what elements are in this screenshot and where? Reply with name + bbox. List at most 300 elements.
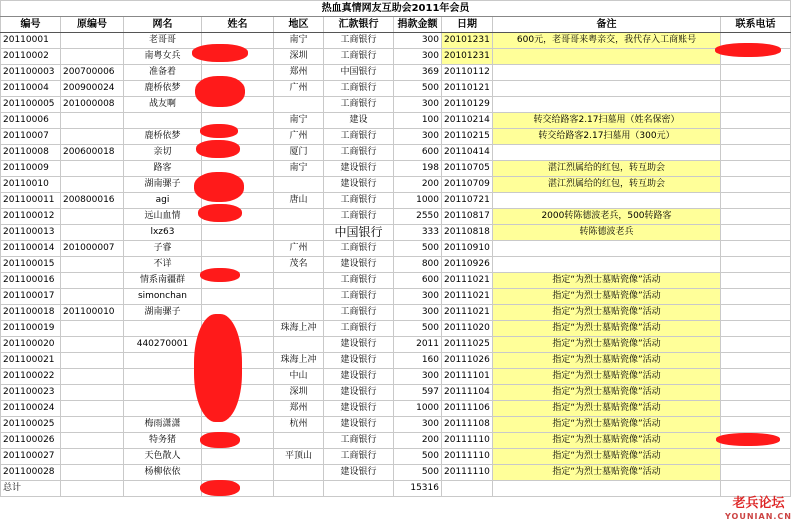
- cell-nickname[interactable]: [124, 369, 202, 385]
- cell-amount[interactable]: 1000: [394, 401, 442, 417]
- cell-old-id[interactable]: [61, 161, 124, 177]
- cell-region[interactable]: 珠海上冲: [274, 321, 324, 337]
- cell-old-id[interactable]: [61, 449, 124, 465]
- cell-nickname[interactable]: 远山血情: [124, 209, 202, 225]
- cell-amount[interactable]: 300: [394, 129, 442, 145]
- cell-amount[interactable]: 2550: [394, 209, 442, 225]
- cell-id[interactable]: 201100019: [1, 321, 61, 337]
- cell-phone[interactable]: [721, 449, 791, 465]
- cell-id[interactable]: 201100023: [1, 385, 61, 401]
- cell-old-id[interactable]: [61, 465, 124, 481]
- cell-amount[interactable]: 600: [394, 145, 442, 161]
- cell-note[interactable]: 指定“为烈士墓贴瓷像”活动: [493, 433, 721, 449]
- cell-nickname[interactable]: 杨柳依依: [124, 465, 202, 481]
- cell-nickname[interactable]: 天色散人: [124, 449, 202, 465]
- cell-amount[interactable]: 597: [394, 385, 442, 401]
- cell-bank[interactable]: 工商银行: [324, 289, 394, 305]
- cell-phone[interactable]: [721, 193, 791, 209]
- cell-date[interactable]: 20110705: [442, 161, 493, 177]
- cell-amount[interactable]: 300: [394, 33, 442, 49]
- cell-note[interactable]: 湛江烈属给的红包，转互助会: [493, 161, 721, 177]
- cell-region[interactable]: [274, 225, 324, 241]
- cell-phone[interactable]: [721, 321, 791, 337]
- cell-note[interactable]: [493, 97, 721, 113]
- cell-id[interactable]: 201100026: [1, 433, 61, 449]
- cell-bank[interactable]: 建设银行: [324, 337, 394, 353]
- cell-bank[interactable]: 工商银行: [324, 305, 394, 321]
- cell-date[interactable]: 20110709: [442, 177, 493, 193]
- table-row: [1, 33, 791, 49]
- header-region[interactable]: 地区: [274, 17, 324, 33]
- cell-id[interactable]: 201100013: [1, 225, 61, 241]
- cell-bank[interactable]: 工商银行: [324, 241, 394, 257]
- cell-phone[interactable]: [721, 465, 791, 481]
- cell-note[interactable]: 转陈德波老兵: [493, 225, 721, 241]
- cell-note[interactable]: 转交给路客2.17扫墓用（300元）: [493, 129, 721, 145]
- forum-watermark: [725, 497, 792, 523]
- cell-id[interactable]: 201100014: [1, 241, 61, 257]
- cell-region[interactable]: 深圳: [274, 49, 324, 65]
- cell-date[interactable]: 20111021: [442, 305, 493, 321]
- cell-old-id[interactable]: [61, 369, 124, 385]
- cell-id[interactable]: 201100027: [1, 449, 61, 465]
- cell-name[interactable]: [202, 225, 274, 241]
- cell-amount[interactable]: 200: [394, 433, 442, 449]
- table-row: [1, 465, 791, 481]
- cell-bank[interactable]: 建设银行: [324, 257, 394, 273]
- cell-phone[interactable]: [721, 225, 791, 241]
- cell-nickname[interactable]: 路客: [124, 161, 202, 177]
- cell-old-id[interactable]: [61, 353, 124, 369]
- redaction-mark: [195, 76, 245, 107]
- table-row: [1, 161, 791, 177]
- cell-phone[interactable]: [721, 177, 791, 193]
- cell-note[interactable]: 指定“为烈士墓贴瓷像”活动: [493, 321, 721, 337]
- cell-bank[interactable]: 工商银行: [324, 273, 394, 289]
- cell-nickname[interactable]: simonchan: [124, 289, 202, 305]
- cell-amount[interactable]: 300: [394, 97, 442, 113]
- cell-nickname[interactable]: 不详: [124, 257, 202, 273]
- cell-id[interactable]: 201100011: [1, 193, 61, 209]
- cell-amount[interactable]: 200: [394, 177, 442, 193]
- cell-phone[interactable]: [721, 305, 791, 321]
- empty-cell[interactable]: [61, 481, 124, 497]
- redaction-mark: [194, 314, 242, 422]
- cell-nickname[interactable]: [124, 113, 202, 129]
- cell-region[interactable]: 广州: [274, 129, 324, 145]
- cell-note[interactable]: [493, 241, 721, 257]
- cell-old-id[interactable]: 201000008: [61, 97, 124, 113]
- cell-bank[interactable]: 工商银行: [324, 449, 394, 465]
- table-row: [1, 145, 791, 161]
- cell-phone[interactable]: [721, 65, 791, 81]
- redaction-mark: [715, 43, 781, 57]
- cell-phone[interactable]: [721, 337, 791, 353]
- table-row: [1, 337, 791, 353]
- cell-phone[interactable]: [721, 97, 791, 113]
- cell-id[interactable]: 20110001: [1, 33, 61, 49]
- cell-amount[interactable]: 500: [394, 465, 442, 481]
- cell-old-id[interactable]: [61, 257, 124, 273]
- cell-region[interactable]: 深圳: [274, 385, 324, 401]
- cell-amount[interactable]: 300: [394, 49, 442, 65]
- table-row: [1, 225, 791, 241]
- cell-date[interactable]: 20111021: [442, 273, 493, 289]
- cell-nickname[interactable]: [124, 321, 202, 337]
- cell-nickname[interactable]: 子睿: [124, 241, 202, 257]
- cell-nickname[interactable]: 鹿桥依梦: [124, 81, 202, 97]
- cell-bank[interactable]: 工商银行: [324, 209, 394, 225]
- cell-nickname[interactable]: 老哥哥: [124, 33, 202, 49]
- table-row: [1, 65, 791, 81]
- cell-nickname[interactable]: 梅雨潇潇: [124, 417, 202, 433]
- redaction-mark: [716, 433, 780, 446]
- cell-amount[interactable]: 300: [394, 289, 442, 305]
- cell-phone[interactable]: [721, 145, 791, 161]
- redaction-mark: [200, 432, 240, 448]
- cell-id[interactable]: 201100016: [1, 273, 61, 289]
- cell-id[interactable]: 20110008: [1, 145, 61, 161]
- cell-bank[interactable]: 工商银行: [324, 193, 394, 209]
- cell-amount[interactable]: 369: [394, 65, 442, 81]
- cell-bank[interactable]: 建设银行: [324, 385, 394, 401]
- table-row: [1, 417, 791, 433]
- header-note[interactable]: 备注: [493, 17, 721, 33]
- cell-note[interactable]: 指定“为烈士墓贴瓷像”活动: [493, 385, 721, 401]
- cell-phone[interactable]: [721, 81, 791, 97]
- cell-old-id[interactable]: [61, 289, 124, 305]
- cell-bank[interactable]: 工商银行: [324, 33, 394, 49]
- cell-date[interactable]: 20111101: [442, 369, 493, 385]
- total-label[interactable]: 总计: [1, 481, 61, 497]
- cell-nickname[interactable]: 湖南骡子: [124, 305, 202, 321]
- cell-amount[interactable]: 300: [394, 369, 442, 385]
- cell-id[interactable]: 201100003: [1, 65, 61, 81]
- cell-date[interactable]: 20110818: [442, 225, 493, 241]
- cell-region[interactable]: 南宁: [274, 161, 324, 177]
- cell-bank[interactable]: 工商银行: [324, 97, 394, 113]
- cell-note[interactable]: [493, 81, 721, 97]
- cell-bank[interactable]: 工商银行: [324, 145, 394, 161]
- cell-id[interactable]: 201100028: [1, 465, 61, 481]
- cell-bank[interactable]: 中国银行: [324, 225, 394, 241]
- header-amount[interactable]: 捐款金额: [394, 17, 442, 33]
- table-row: [1, 449, 791, 465]
- cell-bank[interactable]: 建设银行: [324, 465, 394, 481]
- header-id[interactable]: 编号: [1, 17, 61, 33]
- cell-amount[interactable]: 300: [394, 305, 442, 321]
- cell-nickname[interactable]: 440270001: [124, 337, 202, 353]
- cell-phone[interactable]: [721, 273, 791, 289]
- cell-name[interactable]: [202, 465, 274, 481]
- cell-bank[interactable]: 工商银行: [324, 49, 394, 65]
- cell-id[interactable]: 201100025: [1, 417, 61, 433]
- cell-bank[interactable]: 建设银行: [324, 401, 394, 417]
- cell-old-id[interactable]: [61, 177, 124, 193]
- cell-id[interactable]: 201100022: [1, 369, 61, 385]
- cell-date[interactable]: 20111106: [442, 401, 493, 417]
- cell-date[interactable]: 20110910: [442, 241, 493, 257]
- cell-bank[interactable]: 建设银行: [324, 353, 394, 369]
- cell-id[interactable]: 201100024: [1, 401, 61, 417]
- cell-old-id[interactable]: [61, 33, 124, 49]
- cell-amount[interactable]: 100: [394, 113, 442, 129]
- cell-bank[interactable]: 建设: [324, 113, 394, 129]
- cell-date[interactable]: 20111110: [442, 465, 493, 481]
- cell-region[interactable]: 杭州: [274, 417, 324, 433]
- cell-nickname[interactable]: 特务猪: [124, 433, 202, 449]
- cell-id[interactable]: 20110006: [1, 113, 61, 129]
- cell-amount[interactable]: 2011: [394, 337, 442, 353]
- cell-date[interactable]: 20101231: [442, 33, 493, 49]
- cell-old-id[interactable]: [61, 433, 124, 449]
- cell-phone[interactable]: [721, 369, 791, 385]
- header-nickname[interactable]: 网名: [124, 17, 202, 33]
- cell-id[interactable]: 20110007: [1, 129, 61, 145]
- cell-old-id[interactable]: [61, 417, 124, 433]
- cell-region[interactable]: 中山: [274, 369, 324, 385]
- cell-amount[interactable]: 300: [394, 417, 442, 433]
- cell-id[interactable]: 201100018: [1, 305, 61, 321]
- cell-old-id[interactable]: 201100010: [61, 305, 124, 321]
- cell-bank[interactable]: 工商银行: [324, 433, 394, 449]
- cell-region[interactable]: 平顶山: [274, 449, 324, 465]
- cell-old-id[interactable]: [61, 225, 124, 241]
- cell-id[interactable]: 201100005: [1, 97, 61, 113]
- cell-id[interactable]: 20110002: [1, 49, 61, 65]
- cell-old-id[interactable]: [61, 209, 124, 225]
- cell-phone[interactable]: [721, 353, 791, 369]
- cell-date[interactable]: 20110721: [442, 193, 493, 209]
- cell-nickname[interactable]: 情系南疆群: [124, 273, 202, 289]
- cell-region[interactable]: [274, 177, 324, 193]
- cell-phone[interactable]: [721, 401, 791, 417]
- cell-phone[interactable]: [721, 289, 791, 305]
- cell-old-id[interactable]: 200900024: [61, 81, 124, 97]
- cell-date[interactable]: 20110214: [442, 113, 493, 129]
- cell-nickname[interactable]: 准备着: [124, 65, 202, 81]
- cell-region[interactable]: 广州: [274, 241, 324, 257]
- cell-region[interactable]: [274, 97, 324, 113]
- cell-old-id[interactable]: [61, 321, 124, 337]
- cell-bank[interactable]: 工商银行: [324, 129, 394, 145]
- cell-region[interactable]: 南宁: [274, 33, 324, 49]
- cell-note[interactable]: [493, 145, 721, 161]
- redaction-mark: [192, 44, 248, 62]
- cell-note[interactable]: 600元，老哥哥来粤亲交，我代存入工商账号: [493, 33, 721, 49]
- table-row: [1, 433, 791, 449]
- cell-bank[interactable]: 工商银行: [324, 81, 394, 97]
- cell-nickname[interactable]: agi: [124, 193, 202, 209]
- table-row: [1, 305, 791, 321]
- cell-id[interactable]: 201100012: [1, 209, 61, 225]
- cell-phone[interactable]: [721, 385, 791, 401]
- cell-note[interactable]: 指定“为烈士墓贴瓷像”活动: [493, 417, 721, 433]
- cell-date[interactable]: 20110215: [442, 129, 493, 145]
- cell-note[interactable]: 指定“为烈士墓贴瓷像”活动: [493, 449, 721, 465]
- cell-amount[interactable]: 500: [394, 241, 442, 257]
- cell-note[interactable]: 2000转陈德波老兵，500转路客: [493, 209, 721, 225]
- cell-note[interactable]: 指定“为烈士墓贴瓷像”活动: [493, 401, 721, 417]
- cell-id[interactable]: 201100017: [1, 289, 61, 305]
- cell-amount[interactable]: 600: [394, 273, 442, 289]
- cell-note[interactable]: 指定“为烈士墓贴瓷像”活动: [493, 353, 721, 369]
- cell-id[interactable]: 20110004: [1, 81, 61, 97]
- cell-old-id[interactable]: 200800016: [61, 193, 124, 209]
- cell-id[interactable]: 201100015: [1, 257, 61, 273]
- cell-phone[interactable]: [721, 241, 791, 257]
- cell-phone[interactable]: [721, 209, 791, 225]
- total-amount[interactable]: 15316: [394, 481, 442, 497]
- empty-cell[interactable]: [324, 481, 394, 497]
- cell-old-id[interactable]: [61, 113, 124, 129]
- cell-date[interactable]: 20111026: [442, 353, 493, 369]
- cell-old-id[interactable]: [61, 385, 124, 401]
- cell-region[interactable]: 珠海上冲: [274, 353, 324, 369]
- cell-date[interactable]: 20110112: [442, 65, 493, 81]
- cell-region[interactable]: [274, 289, 324, 305]
- cell-note[interactable]: [493, 65, 721, 81]
- cell-old-id[interactable]: 200600018: [61, 145, 124, 161]
- redaction-mark: [200, 480, 240, 496]
- cell-region[interactable]: [274, 465, 324, 481]
- cell-region[interactable]: 唐山: [274, 193, 324, 209]
- cell-bank[interactable]: 建设银行: [324, 177, 394, 193]
- cell-bank[interactable]: 中国银行: [324, 65, 394, 81]
- cell-region[interactable]: [274, 433, 324, 449]
- cell-old-id[interactable]: 201000007: [61, 241, 124, 257]
- cell-id[interactable]: 201100020: [1, 337, 61, 353]
- cell-old-id[interactable]: [61, 49, 124, 65]
- table-row: [1, 97, 791, 113]
- table-row: [1, 401, 791, 417]
- empty-cell[interactable]: [493, 481, 721, 497]
- cell-old-id[interactable]: [61, 337, 124, 353]
- cell-date[interactable]: 20111104: [442, 385, 493, 401]
- cell-date[interactable]: 20101231: [442, 49, 493, 65]
- cell-region[interactable]: 茂名: [274, 257, 324, 273]
- cell-bank[interactable]: 建设银行: [324, 161, 394, 177]
- cell-nickname[interactable]: 湖南骡子: [124, 177, 202, 193]
- header-bank[interactable]: 汇款银行: [324, 17, 394, 33]
- header-old-id[interactable]: 原编号: [61, 17, 124, 33]
- cell-bank[interactable]: 建设银行: [324, 369, 394, 385]
- cell-note[interactable]: 指定“为烈士墓贴瓷像”活动: [493, 337, 721, 353]
- total-row: [1, 481, 791, 497]
- cell-date[interactable]: 20111108: [442, 417, 493, 433]
- cell-id[interactable]: 201100021: [1, 353, 61, 369]
- cell-nickname[interactable]: 南粤女兵: [124, 49, 202, 65]
- cell-nickname[interactable]: 战友啊: [124, 97, 202, 113]
- header-phone[interactable]: 联系电话: [721, 17, 791, 33]
- cell-note[interactable]: [493, 193, 721, 209]
- cell-region[interactable]: 广州: [274, 81, 324, 97]
- cell-id[interactable]: 20110009: [1, 161, 61, 177]
- cell-amount[interactable]: 500: [394, 81, 442, 97]
- cell-note[interactable]: 湛江烈属给的红包，转互助会: [493, 177, 721, 193]
- cell-region[interactable]: [274, 273, 324, 289]
- cell-phone[interactable]: [721, 113, 791, 129]
- empty-cell[interactable]: [721, 481, 791, 497]
- cell-phone[interactable]: [721, 257, 791, 273]
- cell-amount[interactable]: 333: [394, 225, 442, 241]
- cell-nickname[interactable]: 鹿桥依梦: [124, 129, 202, 145]
- cell-region[interactable]: 南宁: [274, 113, 324, 129]
- cell-date[interactable]: 20110121: [442, 81, 493, 97]
- cell-amount[interactable]: 160: [394, 353, 442, 369]
- cell-date[interactable]: 20110926: [442, 257, 493, 273]
- cell-note[interactable]: 指定“为烈士墓贴瓷像”活动: [493, 289, 721, 305]
- cell-date[interactable]: 20111021: [442, 289, 493, 305]
- cell-date[interactable]: 20111110: [442, 449, 493, 465]
- table-row: [1, 209, 791, 225]
- cell-note[interactable]: 指定“为烈士墓贴瓷像”活动: [493, 369, 721, 385]
- cell-region[interactable]: 厦门: [274, 145, 324, 161]
- cell-note[interactable]: 转交给路客2.17扫墓用（姓名保密）: [493, 113, 721, 129]
- cell-date[interactable]: 20110414: [442, 145, 493, 161]
- header-name[interactable]: 姓名: [202, 17, 274, 33]
- cell-note[interactable]: [493, 257, 721, 273]
- table-row: [1, 193, 791, 209]
- cell-date[interactable]: 20111020: [442, 321, 493, 337]
- cell-name[interactable]: [202, 289, 274, 305]
- cell-region[interactable]: [274, 337, 324, 353]
- cell-region[interactable]: 郑州: [274, 401, 324, 417]
- cell-region[interactable]: [274, 305, 324, 321]
- cell-bank[interactable]: 建设银行: [324, 417, 394, 433]
- cell-nickname[interactable]: [124, 353, 202, 369]
- cell-amount[interactable]: 500: [394, 449, 442, 465]
- cell-old-id[interactable]: [61, 273, 124, 289]
- cell-date[interactable]: 20110817: [442, 209, 493, 225]
- cell-old-id[interactable]: [61, 129, 124, 145]
- cell-date[interactable]: 20110129: [442, 97, 493, 113]
- cell-amount[interactable]: 800: [394, 257, 442, 273]
- cell-note[interactable]: [493, 49, 721, 65]
- cell-phone[interactable]: [721, 129, 791, 145]
- cell-nickname[interactable]: [124, 401, 202, 417]
- cell-name[interactable]: [202, 241, 274, 257]
- cell-phone[interactable]: [721, 417, 791, 433]
- cell-note[interactable]: 指定“为烈士墓贴瓷像”活动: [493, 273, 721, 289]
- redaction-mark: [194, 172, 244, 202]
- header-date[interactable]: 日期: [442, 17, 493, 33]
- cell-old-id[interactable]: [61, 401, 124, 417]
- cell-amount[interactable]: 500: [394, 321, 442, 337]
- cell-name[interactable]: [202, 449, 274, 465]
- cell-date[interactable]: 20111110: [442, 433, 493, 449]
- cell-amount[interactable]: 198: [394, 161, 442, 177]
- cell-region[interactable]: 郑州: [274, 65, 324, 81]
- cell-id[interactable]: 20110010: [1, 177, 61, 193]
- cell-bank[interactable]: 工商银行: [324, 321, 394, 337]
- empty-cell[interactable]: [274, 481, 324, 497]
- cell-nickname[interactable]: [124, 385, 202, 401]
- empty-cell[interactable]: [442, 481, 493, 497]
- cell-amount[interactable]: 1000: [394, 193, 442, 209]
- cell-nickname[interactable]: lxz63: [124, 225, 202, 241]
- cell-date[interactable]: 20111025: [442, 337, 493, 353]
- cell-region[interactable]: [274, 209, 324, 225]
- redaction-mark: [200, 124, 238, 138]
- cell-note[interactable]: 指定“为烈士墓贴瓷像”活动: [493, 465, 721, 481]
- empty-cell[interactable]: [124, 481, 202, 497]
- cell-nickname[interactable]: 亲切: [124, 145, 202, 161]
- cell-phone[interactable]: [721, 161, 791, 177]
- cell-note[interactable]: 指定“为烈士墓贴瓷像”活动: [493, 305, 721, 321]
- cell-old-id[interactable]: 200700006: [61, 65, 124, 81]
- sheet-title[interactable]: 热血真情网友互助会2011年会员: [1, 1, 791, 17]
